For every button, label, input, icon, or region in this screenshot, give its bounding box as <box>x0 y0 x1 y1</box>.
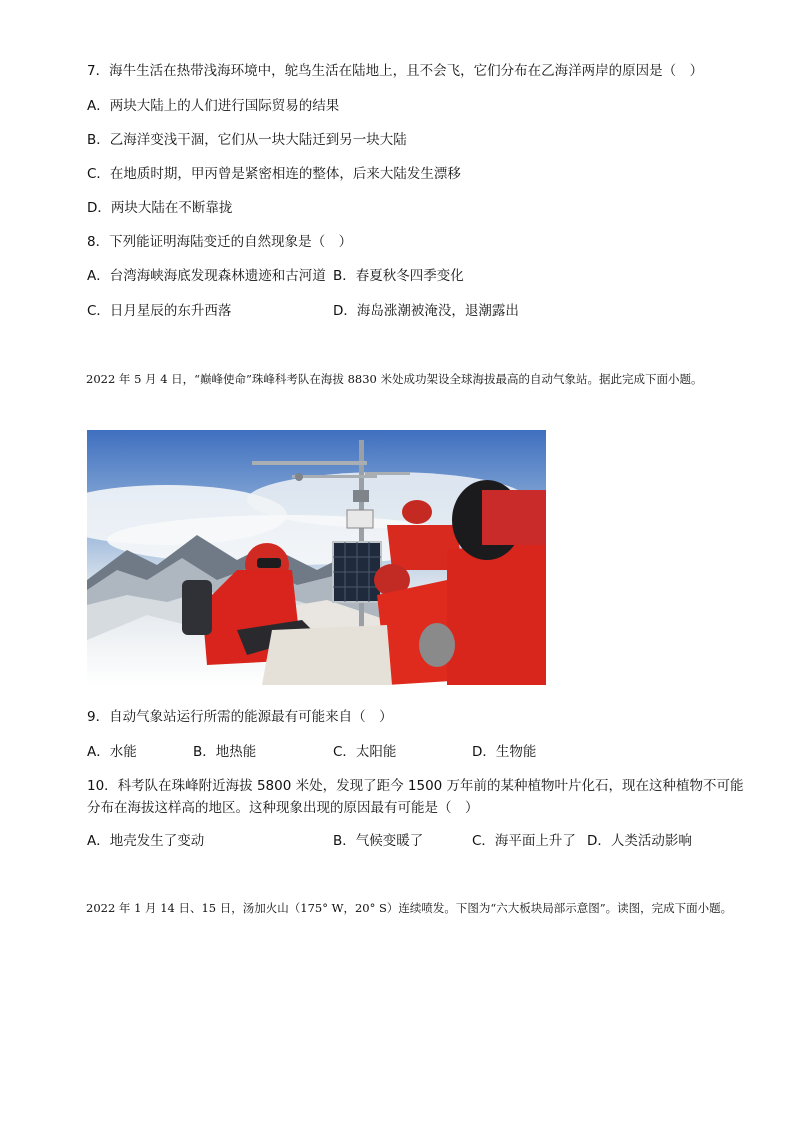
q8-option-c: C．日月星辰的东升西落 <box>87 303 232 319</box>
q10-option-b: B．气候变暖了 <box>333 833 424 849</box>
q9-stem: 9．自动气象站运行所需的能源最有可能来自（ ） <box>87 709 393 725</box>
q9-option-d: D．生物能 <box>472 744 537 760</box>
q10-option-c: C．海平面上升了 <box>472 833 576 849</box>
q10-option-d: D．人类活动影响 <box>587 833 692 849</box>
intro-paragraph-everest <box>86 366 746 392</box>
q8-option-b: B．春夏秋冬四季变化 <box>333 268 464 284</box>
q10-stem-line2: 分布在海拔这样高的地区。这种现象出现的原因最有可能是（ ） <box>87 800 479 816</box>
q10-stem-line1: 10．科考队在珠峰附近海拔 5800 米处，发现了距今 1500 万年前的某种植物叶片化石，现在这种植物不可能 <box>87 778 744 794</box>
q8-option-d: D．海岛涨潮被淹没，退潮露出 <box>333 303 519 319</box>
q9-option-a: A．水能 <box>87 744 137 760</box>
intro-paragraph-tonga <box>86 895 746 921</box>
q7-option-b: B．乙海洋变浅干涸，它们从一块大陆迁到另一块大陆 <box>87 132 407 148</box>
q7-option-c: C．在地质时期，甲丙曾是紧密相连的整体，后来大陆发生漂移 <box>87 166 461 182</box>
q9-option-c: C．太阳能 <box>333 744 397 760</box>
q7-option-d: D．两块大陆在不断靠拢 <box>87 200 233 216</box>
q8-option-a: A．台湾海峡海底发现森林遗迹和古河道 <box>87 268 326 284</box>
everest-weather-station-photo <box>87 430 546 685</box>
intro-text-tonga: 2022 年 1 月 14 日、15 日，汤加火山（175° W，20° S）连续喷发。下图为“六大板块局部示意图”。读图，完成下面小题。 <box>86 901 733 915</box>
intro-text: 2022 年 5 月 4 日，“巅峰使命”珠峰科考队在海拔 8830 米处成功架设全球海拔最高的自动气象站。据此完成下面小题。 <box>86 372 703 386</box>
q8-stem: 8．下列能证明海陆变迁的自然现象是（ ） <box>87 234 353 250</box>
q7-stem: 7．海牛生活在热带浅海环境中，鸵鸟生活在陆地上，且不会飞，它们分布在乙海洋两岸的原因是（ ） <box>87 63 704 79</box>
q10-option-a: A．地壳发生了变动 <box>87 833 205 849</box>
q7-option-a: A．两块大陆上的人们进行国际贸易的结果 <box>87 98 340 114</box>
q9-option-b: B．地热能 <box>193 744 257 760</box>
